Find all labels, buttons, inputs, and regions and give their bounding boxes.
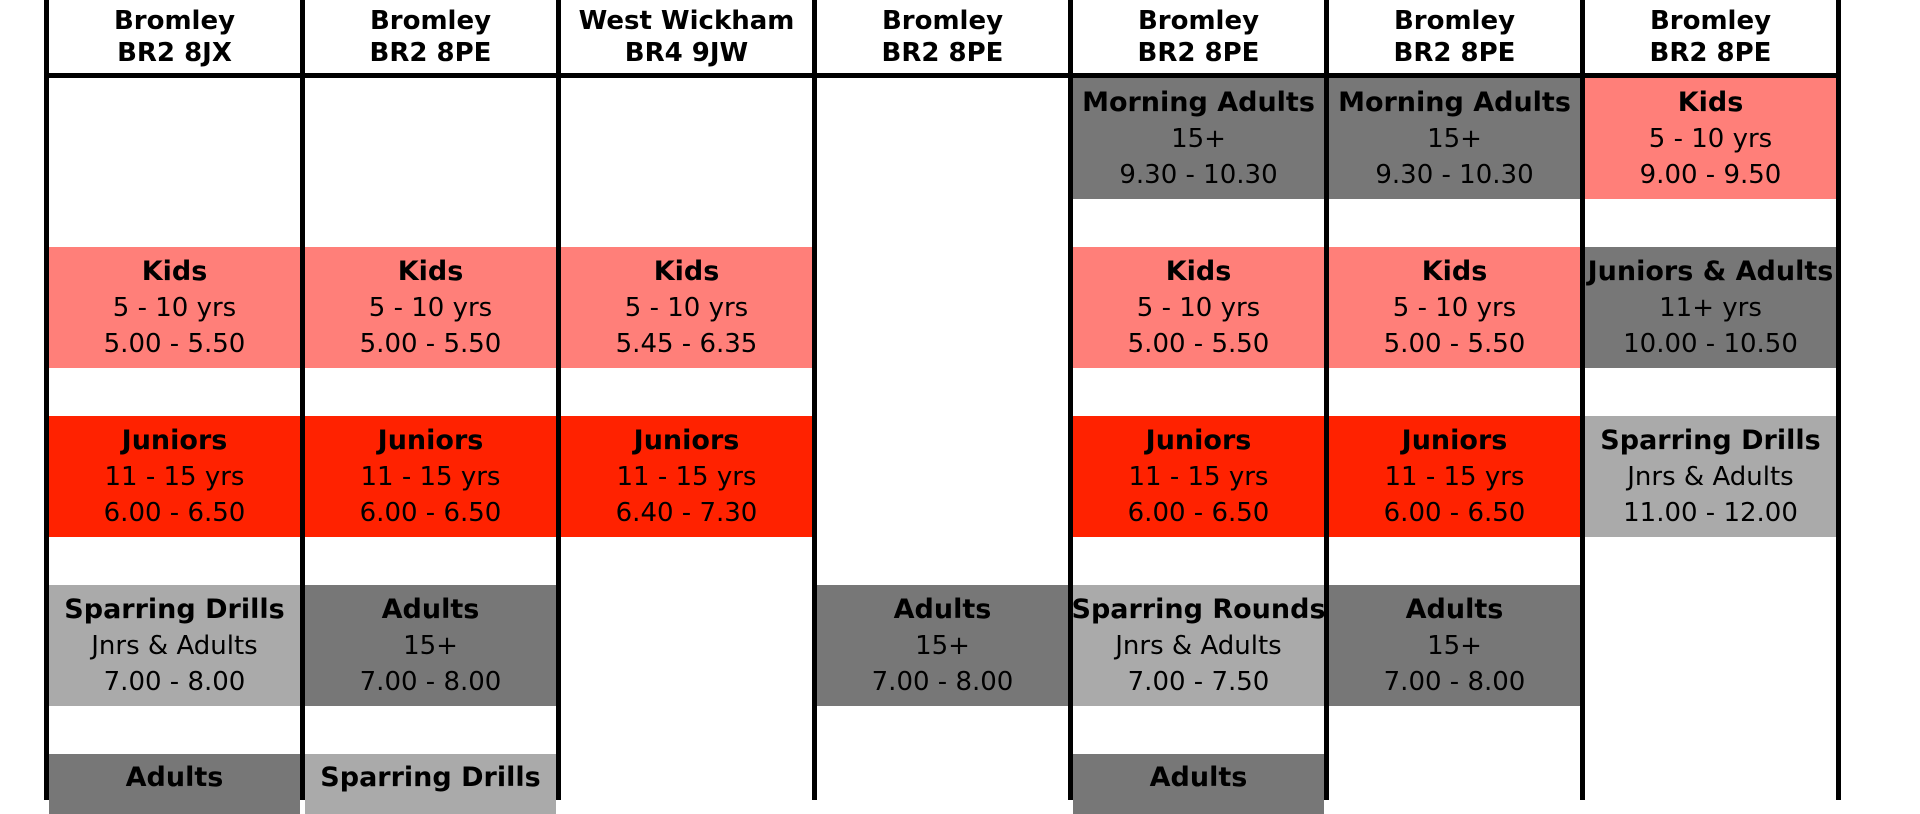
venue-area: Bromley: [113, 5, 236, 36]
column-header: [1329, 0, 1580, 78]
class-block-sparring: [1073, 585, 1324, 706]
class-age-group: 5 - 10 yrs: [1648, 123, 1773, 154]
column-header: [561, 0, 812, 78]
class-block-kids: [1585, 78, 1836, 199]
class-age-group: 15+: [1427, 630, 1482, 661]
class-block-juniors: [561, 416, 812, 537]
class-title: Sparring Drills: [1600, 424, 1821, 456]
class-title: Kids: [141, 255, 208, 287]
class-title: Morning Adults: [1082, 86, 1315, 118]
class-age-group: Jnrs & Adults: [1115, 630, 1282, 661]
schedule-column: [1068, 0, 1324, 800]
schedule-column: [1580, 0, 1841, 800]
class-time: 7.00 - 8.00: [1383, 666, 1526, 697]
class-title: Sparring Rounds: [1071, 593, 1326, 625]
class-age-group: 11 - 15 yrs: [360, 461, 501, 492]
class-age-group: 15+: [403, 630, 458, 661]
class-age-group: 11 - 15 yrs: [104, 461, 245, 492]
venue-postcode: BR2 8PE: [1393, 37, 1516, 68]
class-block-kids: [305, 247, 556, 368]
venue-postcode: BR2 8PE: [369, 37, 492, 68]
class-block-adults: [1585, 247, 1836, 368]
class-title: Kids: [1165, 255, 1232, 287]
class-title: Morning Adults: [1338, 86, 1571, 118]
column-header: [305, 0, 556, 78]
venue-area: Bromley: [369, 5, 492, 36]
column-header: [49, 0, 300, 78]
schedule-column: [1324, 0, 1580, 800]
class-block-juniors: [49, 416, 300, 537]
class-time: 5.00 - 5.50: [103, 328, 246, 359]
venue-area: Bromley: [1649, 5, 1772, 36]
class-time: 10.00 - 10.50: [1623, 328, 1798, 359]
class-age-group: 15+: [1171, 123, 1226, 154]
class-time: 6.00 - 6.50: [1127, 497, 1270, 528]
class-title: Juniors: [633, 424, 740, 456]
class-time: 7.00 - 8.00: [359, 666, 502, 697]
class-time: 7.00 - 8.00: [103, 666, 246, 697]
class-block-adults: [49, 754, 300, 814]
schedule-column: [556, 0, 812, 800]
column-header: [1585, 0, 1836, 78]
class-block-adults: [1329, 585, 1580, 706]
class-age-group: 5 - 10 yrs: [112, 292, 237, 323]
class-block-sparring: [1585, 416, 1836, 537]
venue-area: Bromley: [1393, 5, 1516, 36]
schedule-column: [44, 0, 300, 800]
class-age-group: 11 - 15 yrs: [1384, 461, 1525, 492]
class-title: Kids: [1677, 86, 1744, 118]
column-header: [817, 0, 1068, 78]
class-time: 9.00 - 9.50: [1639, 159, 1782, 190]
class-block-kids: [1073, 247, 1324, 368]
class-block-kids: [1329, 247, 1580, 368]
venue-postcode: BR2 8JX: [117, 37, 232, 68]
class-title: Kids: [397, 255, 464, 287]
class-block-adults: [1329, 78, 1580, 199]
class-time: 6.00 - 6.50: [103, 497, 246, 528]
class-block-juniors: [305, 416, 556, 537]
class-age-group: Jnrs & Adults: [1627, 461, 1794, 492]
class-time: 5.00 - 5.50: [1383, 328, 1526, 359]
venue-postcode: BR2 8PE: [1649, 37, 1772, 68]
venue-postcode: BR4 9JW: [624, 37, 749, 68]
class-title: Juniors: [121, 424, 228, 456]
class-block-kids: [49, 247, 300, 368]
class-time: 9.30 - 10.30: [1375, 159, 1534, 190]
class-time: 11.00 - 12.00: [1623, 497, 1798, 528]
class-age-group: 5 - 10 yrs: [1136, 292, 1261, 323]
class-title: Adults: [381, 593, 480, 625]
venue-area: Bromley: [1137, 5, 1260, 36]
class-time: 6.00 - 6.50: [1383, 497, 1526, 528]
class-block-adults: [817, 585, 1068, 706]
class-age-group: 11 - 15 yrs: [1128, 461, 1269, 492]
class-age-group: 15+: [915, 630, 970, 661]
class-title: Adults: [1149, 762, 1248, 793]
class-block-kids: [561, 247, 812, 368]
class-block-adults: [1073, 754, 1324, 814]
class-age-group: 11+ yrs: [1659, 292, 1762, 323]
class-time: 6.40 - 7.30: [615, 497, 758, 528]
class-time: 9.30 - 10.30: [1119, 159, 1278, 190]
column-header: [1073, 0, 1324, 78]
class-title: Juniors & Adults: [1587, 255, 1834, 287]
class-age-group: 15+: [1427, 123, 1482, 154]
class-title: Kids: [1421, 255, 1488, 287]
class-age-group: 11 - 15 yrs: [616, 461, 757, 492]
venue-area: West Wickham: [578, 5, 795, 36]
class-title: Juniors: [1401, 424, 1508, 456]
venue-postcode: BR2 8PE: [881, 37, 1004, 68]
class-age-group: Jnrs & Adults: [91, 630, 258, 661]
class-time: 5.00 - 5.50: [359, 328, 502, 359]
class-block-juniors: [1073, 416, 1324, 537]
class-age-group: 5 - 10 yrs: [1392, 292, 1517, 323]
class-title: Juniors: [1145, 424, 1252, 456]
class-age-group: 5 - 10 yrs: [368, 292, 493, 323]
class-time: 5.00 - 5.50: [1127, 328, 1270, 359]
class-block-sparring: [305, 754, 556, 814]
class-block-juniors: [1329, 416, 1580, 537]
class-time: 6.00 - 6.50: [359, 497, 502, 528]
class-age-group: 5 - 10 yrs: [624, 292, 749, 323]
class-time: 5.45 - 6.35: [615, 328, 758, 359]
class-block-adults: [1073, 78, 1324, 199]
class-title: Adults: [893, 593, 992, 625]
schedule-column: [300, 0, 556, 800]
venue-postcode: BR2 8PE: [1137, 37, 1260, 68]
class-block-sparring: [49, 585, 300, 706]
class-title: Sparring Drills: [320, 762, 541, 793]
class-time: 7.00 - 8.00: [871, 666, 1014, 697]
class-title: Juniors: [377, 424, 484, 456]
schedule-column: [812, 0, 1068, 800]
class-title: Adults: [1405, 593, 1504, 625]
class-block-adults: [305, 585, 556, 706]
class-title: Sparring Drills: [64, 593, 285, 625]
class-time: 7.00 - 7.50: [1127, 666, 1270, 697]
venue-area: Bromley: [881, 5, 1004, 36]
class-title: Adults: [125, 762, 224, 793]
class-title: Kids: [653, 255, 720, 287]
